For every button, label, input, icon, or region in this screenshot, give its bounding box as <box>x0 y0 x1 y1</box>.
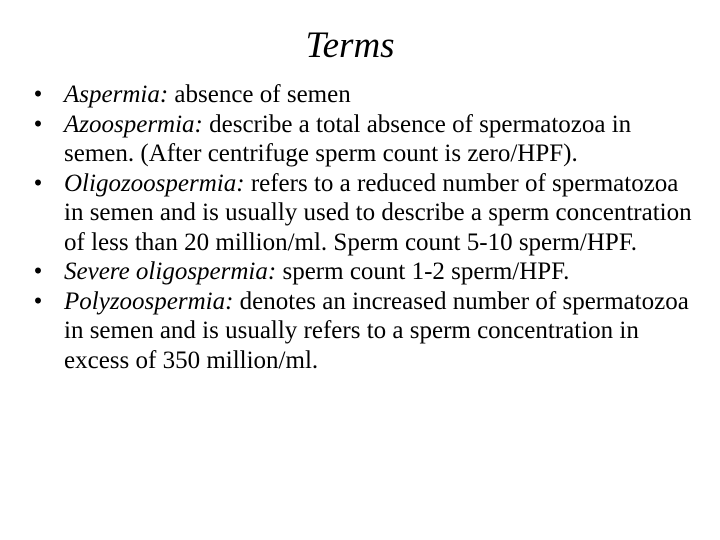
term-label: Aspermia: <box>64 81 169 108</box>
term-label: Azoospermia: <box>64 110 203 138</box>
slide-title: Terms <box>305 25 395 66</box>
term-definition: refers to a reduced number of spermatozoa in semen and is usually used to describe a sperm concentration of less than 20 million/ml. Sperm count 5-10 sperm/HPF. <box>64 169 692 256</box>
term-list <box>28 80 698 375</box>
term-definition: absence of semen <box>174 81 351 108</box>
term-definition: denotes an increased number of spermatozoa in semen and is usually refers to a sperm concentration in excess of 350 million/ml. <box>64 287 689 374</box>
list-item-oligozoospermia <box>28 169 698 258</box>
bullet-icon: • <box>33 258 43 285</box>
term-definition: describe a total absence of spermatozoa in semen. (After centrifuge sperm count is zero/HPF). <box>64 110 632 167</box>
term-label: Severe oligospermia: <box>64 258 277 285</box>
list-item-azoospermia <box>28 110 698 169</box>
bullet-icon: • <box>33 169 43 197</box>
bullet-icon: • <box>33 110 43 138</box>
term-definition: sperm count 1-2 sperm/HPF. <box>282 258 570 285</box>
term-label: Polyzoospermia: <box>64 287 234 315</box>
bullet-icon: • <box>33 81 43 108</box>
list-item-severe-oligospermia <box>28 257 698 287</box>
bullet-icon: • <box>33 287 43 315</box>
list-item-aspermia <box>28 80 698 110</box>
term-label: Oligozoospermia: <box>64 169 245 197</box>
list-item-polyzoospermia <box>28 287 698 376</box>
